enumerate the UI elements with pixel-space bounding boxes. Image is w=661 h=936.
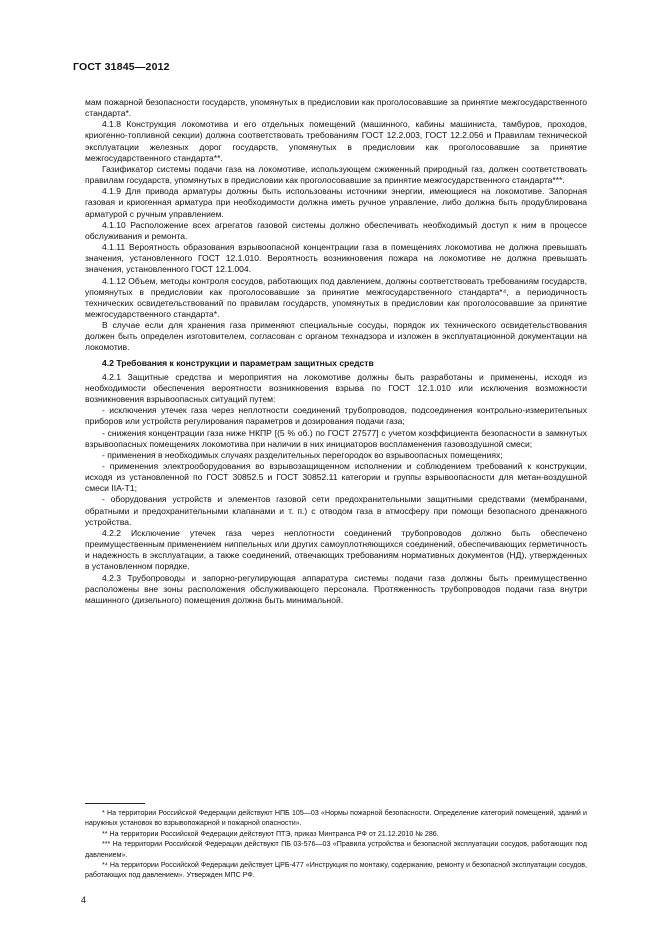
- footnote-divider: [85, 803, 145, 804]
- list-item: - применения электрооборудования во взрывозащищенном исполнении и соблюдением требований к конструкции, исходя из установленной по ГОСТ 30852.5 и ГОСТ 30852.11 категории и группы взрывоопасности для метан-воздушной смеси IIA-T1;: [85, 461, 587, 494]
- page-number: 4: [81, 895, 87, 905]
- footnote: *⁴ На территории Российской Федерации действует ЦРБ-477 «Инструкция по монтажу, содержанию, ремонту и безопасной эксплуатации сосудов, работающих под давлением». Утвержден МПС РФ.: [85, 861, 587, 880]
- footnote: * На территории Российской Федерации действуют НПБ 105—03 «Нормы пожарной безопасности. Определение категорий помещений, зданий и наружных установок во взрывопожарной и пожарной опасности».: [85, 809, 587, 828]
- paragraph: 4.2.1 Защитные средства и мероприятия на локомотиве должны быть разработаны и применены, исходя из необходимости обеспечения вероятности возникновения взрыва по ГОСТ 12.1.010 или исключения возможности возникновения взрывоопасных ситуаций путем:: [85, 371, 587, 405]
- paragraph: мам пожарной безопасности государств, упомянутых в предисловии как проголосовавшие за принятие межгосударственного стандарта*.: [85, 97, 587, 119]
- list-item: - снижения концентрации газа ниже НКПР [(5 % об.) по ГОСТ 27577] с учетом коэффициента безопасности в замкнутых взрывоопасных помещениях локомотива при наличии в них инициаторов воспламенения газовоздушной смеси;: [85, 427, 587, 449]
- paragraph: 4.1.10 Расположение всех агрегатов газовой системы должно обеспечивать необходимый доступ к ним в процессе обслуживания и ремонта.: [85, 219, 587, 241]
- paragraph: 4.2.3 Трубопроводы и запорно-регулирующая аппаратура системы подачи газа должны быть преимущественно расположены вне зоны расположения обслуживающего персонала. Протяженность трубопроводов подачи газа внутри машинного (дизельного) помещения должна быть минимальной.: [85, 572, 587, 605]
- paragraph: 4.1.8 Конструкция локомотива и его отдельных помещений (машинного, кабины машиниста, тамбуров, проходов, криогенно-топливной секции) должна соответствовать требованиям ГОСТ 12.2.003, ГОСТ 12.2.056 и Правилам технической эксплуатации железных дорог государств, упомянутых в предисловии как проголосовавшие за принятие межгосударственного стандарта**.: [85, 119, 587, 163]
- paragraph: 4.1.11 Вероятность образования взрывоопасной концентрации газа в помещениях локомотива не должна превышать значения, установленного ГОСТ 12.1.010. Вероятность возникновения пожара на локомотиве не должна превышать значения, установленного ГОСТ 12.1.004.: [85, 242, 587, 275]
- footnote: ** На территории Российской Федерации действуют ПТЭ, приказ Минтранса РФ от 21.12.2010 № 286.: [102, 829, 439, 838]
- list-item: - оборудования устройств и элементов газовой сети предохранительными защитными средствами (мембранами, обратными и предохранительными клапанами и т. п.) с отводом газа в атмосферу при помощи безопасного дренажного устройства.: [85, 494, 587, 527]
- list-item: - исключения утечек газа через неплотности соединений трубопроводов, подсоединения контрольно-измерительных приборов или устройств регулирования параметров и дозирования подачи газа;: [85, 405, 587, 427]
- paragraph: В случае если для хранения газа применяют специальные сосуды, порядок их технического освидетельствования должен быть определен изготовителем, согласован с органом технадзора и изложен в эксплуатационной документации на локомотив.: [85, 320, 587, 353]
- paragraph: Газификатор системы подачи газа на локомотиве, использующем сжиженный природный газ, должен соответствовать правилам государств, упомянутых в предисловии как проголосовавшие за принятие межгосударственного стандарта***.: [85, 163, 587, 186]
- footnotes: [85, 808, 587, 881]
- document-header: ГОСТ 31845—2012: [73, 61, 170, 73]
- paragraph: 4.2.2 Исключение утечек газа через неплотности соединений трубопроводов должно быть обеспечено преимущественным применением ниппельных или других самоуплотняющихся соединений, обеспечивающих герметичность и надежность в эксплуатации, а также соединений, отвечающих требованиям нормативных документов (НД), утвержденных в установленном порядке.: [85, 527, 587, 572]
- document-body: [85, 97, 587, 606]
- section-heading: 4.2 Требования к конструкции и параметрам защитных средств: [102, 357, 374, 368]
- footnote: *** На территории Российской Федерации действуют ПБ 03-576—03 «Правила устройства и безопасной эксплуатации сосудов, работающих под давлением».: [85, 840, 587, 859]
- paragraph: 4.1.9 Для привода арматуры должны быть использованы источники энергии, имеющиеся на локомотиве. Запорная газовая и криогенная арматура при необходимости должна иметь ручное управление, либо должна быть продублирована арматурой с ручным управлением.: [85, 186, 587, 219]
- paragraph: 4.1.12 Объем, методы контроля сосудов, работающих под давлением, должны соответствовать требованиям государств, упомянутых в предисловии как проголосовавшие за принятие межгосударственного стандарта*⁴, а периодичность технических освидетельствований по правилам государств, упомянутых в предисловии как проголосовавшие за принятие межгосударственного стандарта*.: [85, 275, 587, 319]
- list-item: - применения в необходимых случаях разделительных перегородок во взрывоопасных помещениях;: [102, 449, 503, 460]
